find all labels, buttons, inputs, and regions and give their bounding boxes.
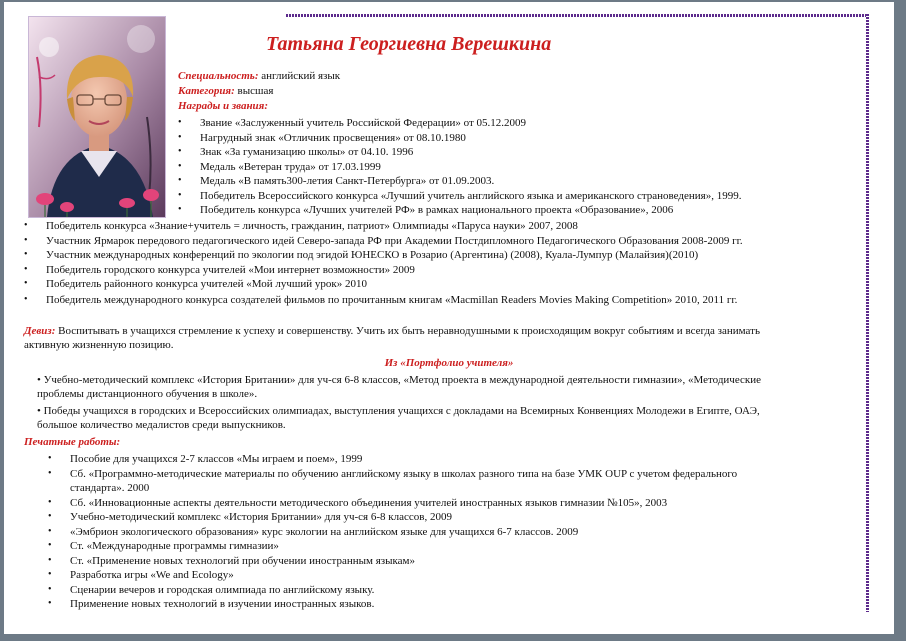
specialty-line xyxy=(178,69,340,83)
list-item: • Ст. «Международные программы гимназии» xyxy=(48,540,279,552)
list-item: • Звание «Заслуженный учитель Российской Федерации» от 05.12.2009 xyxy=(178,117,527,129)
list-item: • Победитель районного конкурса учителей «Мой лучший урок» 2010 xyxy=(24,278,367,290)
bullet-icon: • xyxy=(24,234,28,246)
motto-text: Воспитывать в учащихся стремление к успеху и совершенству. Учить их быть неравнодушными к происходящим вокруг событиям и всегда занимать xyxy=(55,325,760,337)
list-item: • Победитель международного конкурса создателей фильмов по прочитанным книгам «Macmillan Readers Movies Making Competition» 2010, 2011 гг. xyxy=(24,293,738,306)
list-item: • Нагрудный знак «Отличник просвещения» от 08.10.1980 xyxy=(178,131,466,144)
bullet-icon: • xyxy=(24,263,28,275)
category-label: Категория: xyxy=(178,85,235,97)
portfolio-item-cont: большое количество медалистов среди выпускников. xyxy=(37,419,286,431)
bullet-icon: • xyxy=(178,117,182,128)
list-item: • Медаль «Ветеран труда» от 17.03.1999 xyxy=(178,160,381,173)
list-item: • Сб. «Инновационные аспекты деятельности методического объединения учителей иностранных языков гимназии №105», 2003 xyxy=(48,496,668,509)
page-border-top xyxy=(286,14,868,17)
teacher-name: Татьяна Георгиевна Верешкина xyxy=(266,33,552,55)
list-item: • Сценарии вечеров и городская олимпиада по английскому языку. xyxy=(48,583,375,596)
portfolio-item: • Победы учащихся в городских и Всероссийских олимпиадах, выступления учащихся с докладами на Всемирных Конвенциях Молодежи в Египте, ОАЭ, xyxy=(37,405,760,417)
bullet-icon: • xyxy=(48,554,52,566)
specialty-value: английский язык xyxy=(261,70,341,82)
list-item: • Участник международных конференций по экологии под эгидой ЮНЕСКО в Розарио (Аргентина) (2008), Куала-Лумпур (Малайзия)(2010) xyxy=(24,249,699,261)
motto-label: Девиз: xyxy=(24,325,56,337)
bullet-icon: • xyxy=(178,175,182,186)
list-item: • Применение новых технологий в изучении иностранных языков. xyxy=(48,598,375,610)
bullet-icon: • xyxy=(48,467,52,479)
motto-block xyxy=(24,324,844,352)
awards-heading: Награды и звания: xyxy=(178,100,269,112)
page-border-right xyxy=(866,14,869,612)
awards-list-near-photo xyxy=(178,116,742,218)
bullet-icon: • xyxy=(48,569,52,580)
bullet-icon: • xyxy=(48,598,52,609)
list-item: • Участник Ярмарок передового педагогического идей Северо-запада РФ при Академии Постдипломного Педагогического Образования 2008-2009 гг. xyxy=(24,234,743,247)
bullet-icon: • xyxy=(178,204,182,215)
list-item: • Учебно-методический комплекс «История Британии» для уч-ся 6-8 классов, 2009 xyxy=(48,511,452,523)
publications-heading: Печатные работы: xyxy=(24,436,121,448)
specialty-label: Специальность: xyxy=(178,70,259,82)
portrait-photo xyxy=(28,16,166,218)
bullet-icon: • xyxy=(48,525,52,537)
bullet-icon: • xyxy=(24,278,28,289)
bullet-icon: • xyxy=(24,249,28,260)
list-item: • Победитель городского конкурса учителей «Мои интернет возможности» 2009 xyxy=(24,263,415,276)
bullet-icon: • xyxy=(48,540,52,551)
list-item: • Сб. «Программно-методические материалы по обучению английскому языку в школах разного типа на базе УМК OUP с учетом федерального xyxy=(48,467,738,480)
category-line xyxy=(178,84,273,98)
publications-list xyxy=(48,452,738,612)
motto-text-cont: активную жизненную позицию. xyxy=(24,339,174,351)
list-item: • «Эмбрион экологического образования» курс экологии на английском языке для учащихся 6-7 классов. 2009 xyxy=(48,525,579,538)
bullet-icon: • xyxy=(178,131,182,143)
bullet-icon: • xyxy=(178,189,182,201)
list-item: • Разработка игры «We and Ecology» xyxy=(48,569,234,581)
list-item: • Победитель конкурса «Знание+учитель = личность, гражданин, патриот» Олимпиады «Паруса науки» 2007, 2008 xyxy=(24,220,578,232)
portfolio-item: • Учебно-методический комплекс «История Британии» для уч-ся 6-8 классов, «Метод проекта в международной деятельности гимназии», «Методические xyxy=(37,374,761,386)
portfolio-list xyxy=(37,373,837,432)
bullet-icon: • xyxy=(48,583,52,595)
list-item-cont: стандарта». 2000 xyxy=(70,482,150,494)
bullet-icon: • xyxy=(48,511,52,522)
portfolio-title: Из «Портфолио учителя» xyxy=(384,357,514,369)
list-item: • Победитель Всероссийского конкурса «Лучший учитель английского языка и американского страноведения», 1999. xyxy=(178,189,742,202)
bullet-icon: • xyxy=(24,220,28,231)
bullet-icon: • xyxy=(48,496,52,508)
list-item: • Ст. «Применение новых технологий при обучении иностранным языкам» xyxy=(48,554,416,567)
bullet-icon: • xyxy=(178,160,182,172)
portfolio-item-cont: проблемы дистанционного обучения в школе». xyxy=(37,388,258,400)
list-item: • Знак «За гуманизацию школы» от 04.10. 1996 xyxy=(178,146,414,158)
list-item: • Пособие для учащихся 2-7 классов «Мы играем и поем», 1999 xyxy=(48,453,363,465)
list-item: • Победитель конкурса «Лучших учителей РФ» в рамках национального проекта «Образование», 2006 xyxy=(178,204,674,216)
awards-list-full xyxy=(24,219,743,307)
category-value: высшая xyxy=(237,85,274,97)
list-item: • Медаль «В память300-летия Санкт-Петербурга» от 01.09.2003. xyxy=(178,175,495,187)
bullet-icon: • xyxy=(24,293,28,305)
bullet-icon: • xyxy=(48,453,52,464)
document-page xyxy=(4,2,894,634)
bullet-icon: • xyxy=(178,146,182,157)
